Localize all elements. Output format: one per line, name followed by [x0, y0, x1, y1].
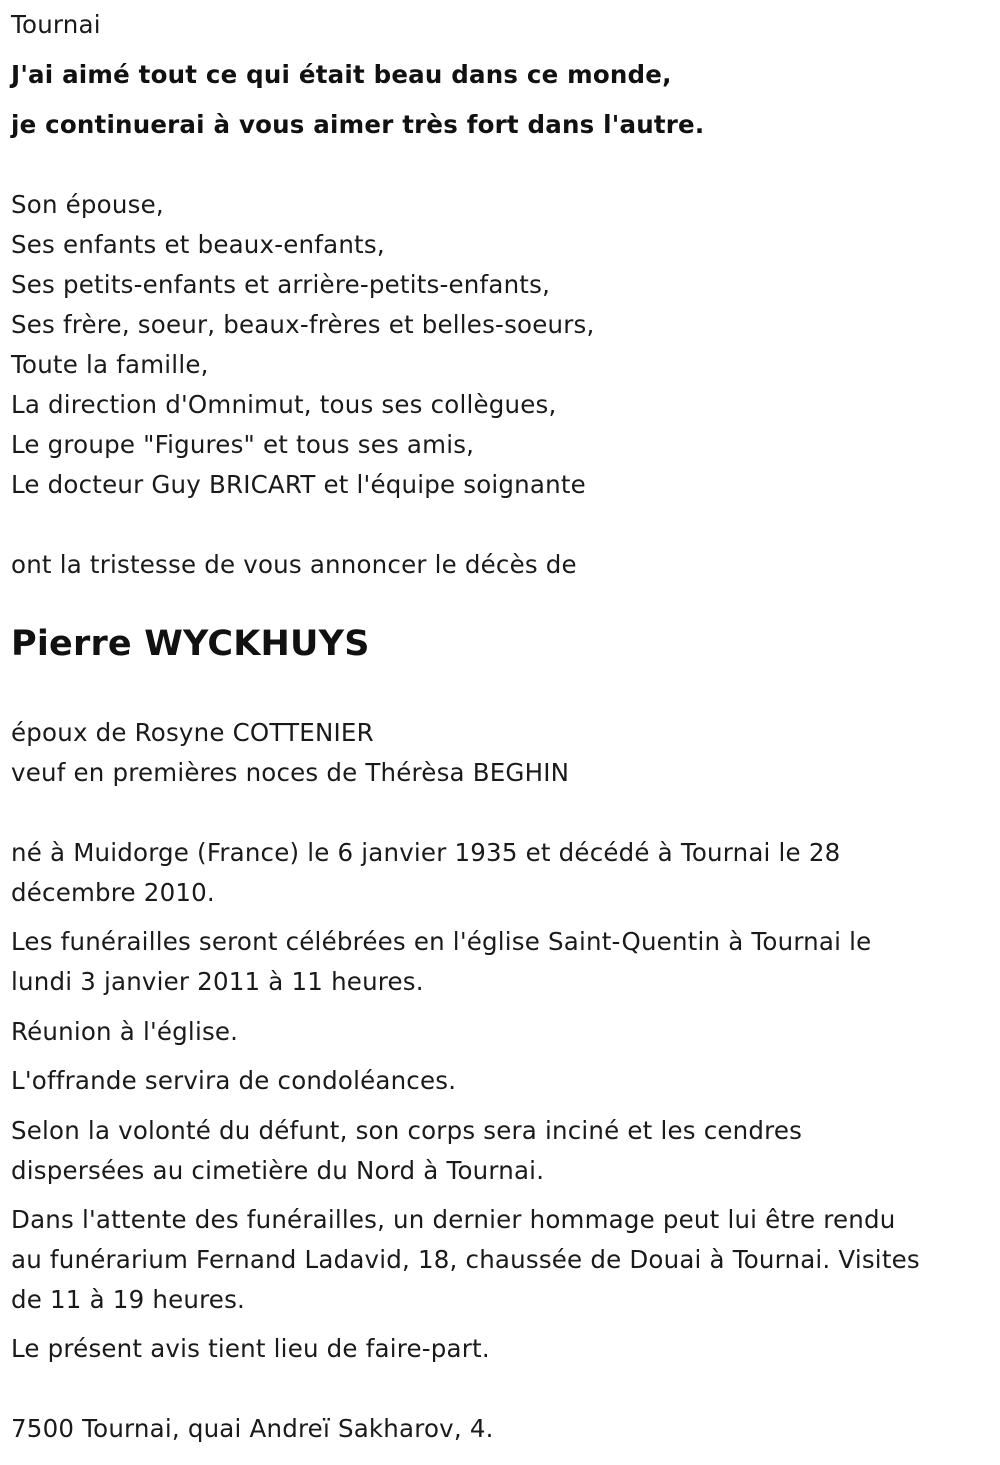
- family-line-7: Le groupe "Figures" et tous ses amis,: [11, 430, 475, 459]
- family-line-2: Ses enfants et beaux-enfants,: [11, 230, 385, 259]
- meeting-info: Réunion à l'église.: [11, 1017, 239, 1046]
- announcement: ont la tristesse de vous annoncer le décès de: [11, 550, 577, 579]
- viewing-line-3: de 11 à 19 heures.: [11, 1285, 246, 1314]
- cremation-line-1: Selon la volonté du défunt, son corps sera inciné et les cendres: [11, 1116, 803, 1145]
- family-line-5: Toute la famille,: [11, 350, 209, 379]
- epigraph-line-2: je continuerai à vous aimer très fort dans l'autre.: [11, 110, 705, 139]
- city-heading: Tournai: [11, 10, 101, 39]
- contact-address: 7500 Tournai, quai Andreï Sakharov, 4.: [11, 1414, 494, 1443]
- funeral-line-1: Les funérailles seront célébrées en l'église Saint-Quentin à Tournai le: [11, 927, 872, 956]
- notice-statement: Le présent avis tient lieu de faire-part.: [11, 1334, 490, 1363]
- offering-info: L'offrande servira de condoléances.: [11, 1066, 457, 1095]
- family-line-4: Ses frère, soeur, beaux-frères et belles-soeurs,: [11, 310, 595, 339]
- family-line-8: Le docteur Guy BRICART et l'équipe soignante: [11, 470, 586, 499]
- family-line-1: Son épouse,: [11, 190, 164, 219]
- deceased-name: Pierre WYCKHUYS: [11, 624, 370, 664]
- cremation-line-2: dispersées au cimetière du Nord à Tournai.: [11, 1156, 545, 1185]
- birth-death-line-1: né à Muidorge (France) le 6 janvier 1935 et décédé à Tournai le 28: [11, 838, 841, 867]
- relation-widower: veuf en premières noces de Thérèsa BEGHIN: [11, 758, 570, 787]
- viewing-line-1: Dans l'attente des funérailles, un dernier hommage peut lui être rendu: [11, 1205, 896, 1234]
- epigraph-line-1: J'ai aimé tout ce qui était beau dans ce monde,: [11, 60, 672, 89]
- birth-death-line-2: décembre 2010.: [11, 878, 215, 907]
- family-line-3: Ses petits-enfants et arrière-petits-enfants,: [11, 270, 551, 299]
- funeral-line-2: lundi 3 janvier 2011 à 11 heures.: [11, 967, 424, 996]
- relation-spouse: époux de Rosyne COTTENIER: [11, 718, 374, 747]
- viewing-line-2: au funérarium Fernand Ladavid, 18, chaussée de Douai à Tournai. Visites: [11, 1245, 920, 1274]
- family-line-6: La direction d'Omnimut, tous ses collègues,: [11, 390, 557, 419]
